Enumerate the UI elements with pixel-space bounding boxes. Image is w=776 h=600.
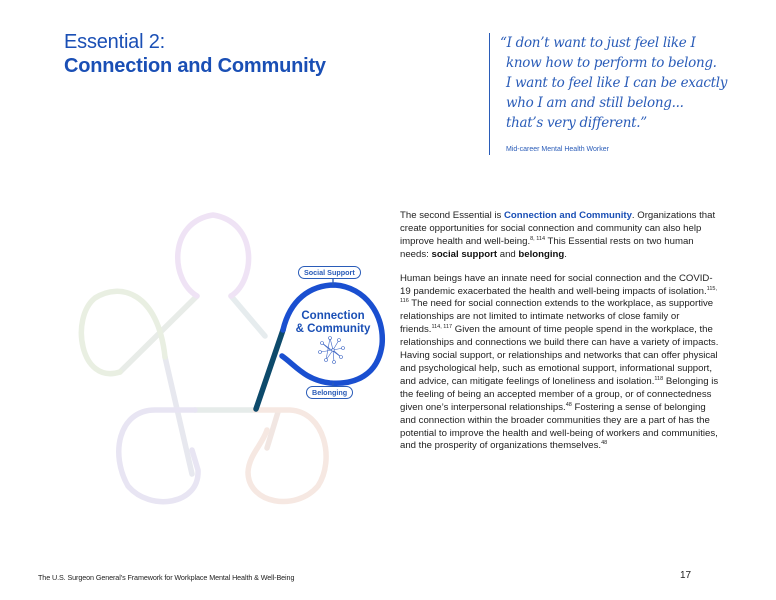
loop-connection-community <box>282 285 382 383</box>
highlight-stem <box>256 330 283 409</box>
cross-line <box>231 296 265 336</box>
network-icon <box>319 337 345 364</box>
need-social-support: social support <box>431 248 498 260</box>
body-text <box>400 210 720 464</box>
social-support-pill: Social Support <box>298 266 361 279</box>
quote-attribution: Mid-career Mental Health Worker <box>506 146 609 153</box>
paragraph-detail: Human beings have an innate need for social connection and the COVID-19 pandemic exacerbated the health and well-being impacts of isolation.$^{115, 116}$ The need for social connection extends to the workplace, as supportive relationships are not limited to intimate networks of close family or friends.$^{114, 117}$ Given the amount of time people spend in the workplace, the relationships and connections we build there can have a variety of impacts. Having social support, or relationships and networks that can offer physical and psychological help, such as emotional support, informational support, and advice, can mitigate feelings of loneliness and isolation.$^{118}$ Belonging is the feeling of being an accepted member of a group, or of connectedness given one’s interpersonal relationships.$^{48}$ Fostering a sense of belonging and connection within the broader communities they are a part of has the potential to improve the health and well-being of workers and communities, and the prosperity of organizations themselves.$^{48}$ <box>400 272 719 452</box>
essential-number: Essential 2: <box>64 31 165 53</box>
paragraph-intro: The second Essential is Connection and Community. Organizations that create opportunities for social connection and community can also help improve health and well-being.$^{8, 114}$ This Essential rests on two human needs: social support and belonging. <box>400 210 716 260</box>
citation: 115, 116 <box>400 285 717 305</box>
cross-line <box>120 296 197 372</box>
page-title <box>64 30 326 78</box>
cross-line <box>165 357 192 474</box>
essential-name: Connection and Community <box>64 55 326 77</box>
citation: 48 <box>601 440 608 447</box>
belonging-pill: Belonging <box>306 386 353 399</box>
citation: 114, 117 <box>431 324 453 331</box>
citation: 8, 114 <box>530 235 546 242</box>
label-line: & Community <box>295 323 371 335</box>
loop-top <box>178 215 249 296</box>
page-number: 17 <box>680 570 692 581</box>
essential-highlight: Connection and Community <box>504 210 632 221</box>
citation: 118 <box>654 375 664 382</box>
cross-line <box>267 412 278 448</box>
quote-line: know how to perform to belong. <box>506 55 717 71</box>
connection-community-label <box>278 310 388 336</box>
loop-bottom-left <box>119 410 198 502</box>
quote-line: who I am and still belong... <box>506 95 684 111</box>
quote-line: “I don’t want to just feel like I <box>500 35 696 51</box>
footer-title: The U.S. Surgeon General’s Framework for Workplace Mental Health & Well-Being <box>38 573 295 582</box>
quote-line: that’s very different.” <box>506 115 647 131</box>
citation: 48 <box>565 401 572 408</box>
need-belonging: belonging <box>518 248 565 260</box>
quote-line: I want to feel like I can be exactly <box>506 75 728 91</box>
pull-quote <box>489 33 750 155</box>
loop-left <box>81 291 165 373</box>
label-line: Connection <box>301 310 365 322</box>
loop-bottom-right <box>248 410 326 502</box>
